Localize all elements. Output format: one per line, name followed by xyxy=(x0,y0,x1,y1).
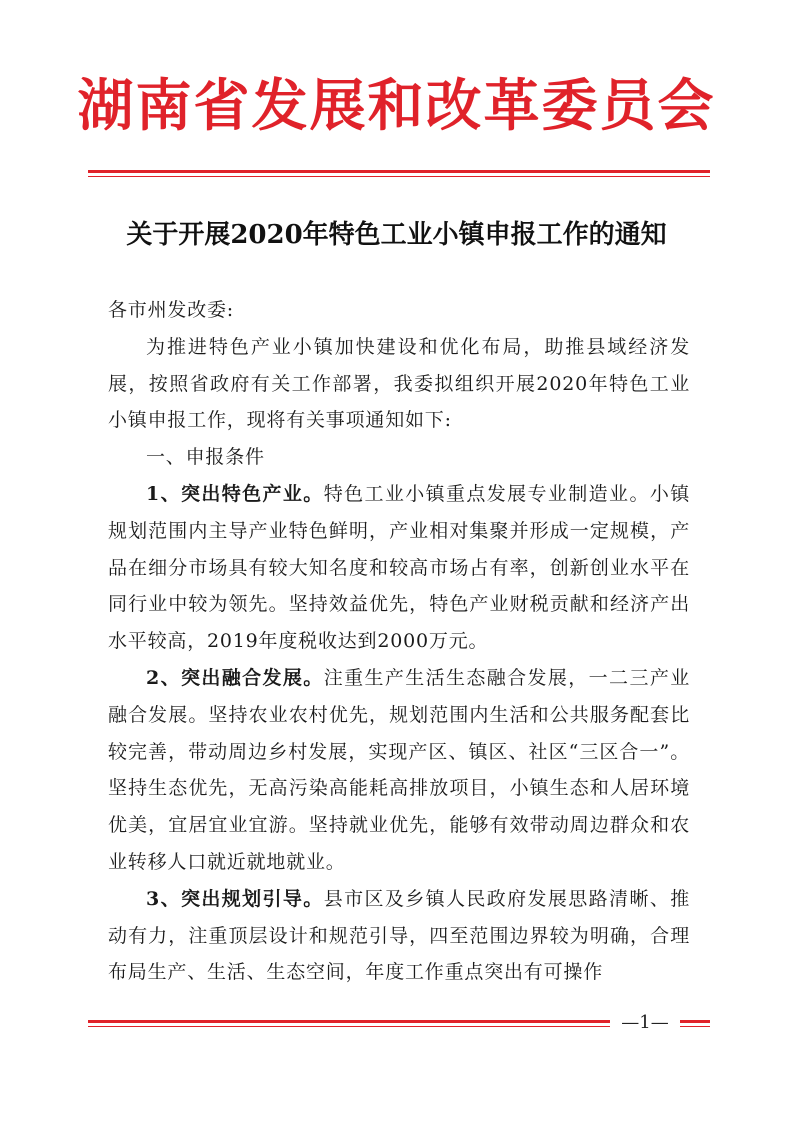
condition-item-3 xyxy=(108,881,690,991)
document-title: 关于开展2020年特色工业小镇申报工作的通知 xyxy=(126,220,667,250)
condition-item-1-lead: 1、突出特色产业。 xyxy=(146,482,324,505)
letterhead-rule-thin xyxy=(88,176,710,177)
letterhead-rule-thick xyxy=(88,170,710,173)
condition-item-3-lead: 3、突出规划引导。 xyxy=(146,887,324,910)
letterhead: 湖南省发展和改革委员会 xyxy=(77,73,716,139)
intro-paragraph: 为推进特色产业小镇加快建设和优化布局，助推县域经济发展，按照省政府有关工作部署，我委拟组织开展2020年特色工业小镇申报工作，现将有关事项通知如下: xyxy=(108,335,690,432)
condition-item-2-text: 注重生产生活生态融合发展，一二三产业融合发展。坚持农业农村优先，规划范围内生活和公共服务配套比较完善，带动周边乡村发展，实现产区、镇区、社区“三区合一”。坚持生态优先，无高污染高能耗高排放项目，小镇生态和人居环境优美，宜居宜业宜游。坚持就业优先，能够有效带动周边群众和农业转移人口就近就地就业。 xyxy=(108,666,691,873)
page-number: —1— xyxy=(610,1013,680,1033)
condition-item-1 xyxy=(108,476,690,660)
section-heading: 一、申报条件 xyxy=(146,446,265,469)
condition-item-3-text: 县市区及乡镇人民政府发展思路清晰、推动有力，注重顶层设计和规范引导，四至范围边界较为明确，合理布局生产、生活、生态空间，年度工作重点突出有可操作 xyxy=(108,887,691,984)
document-body xyxy=(108,292,690,991)
salutation: 各市州发改委: xyxy=(108,299,235,321)
condition-item-1-text: 特色工业小镇重点发展专业制造业。小镇规划范围内主导产业特色鲜明，产业相对集聚并形成一定规模，产品在细分市场具有较大知名度和较高市场占有率，创新创业水平在同行业中较为领先。坚持效益优先，特色产业财税贡献和经济产出水平较高，2019年度税收达到2000万元。 xyxy=(108,482,691,653)
condition-item-2-lead: 2、突出融合发展。 xyxy=(146,666,324,689)
condition-item-2 xyxy=(108,660,690,881)
